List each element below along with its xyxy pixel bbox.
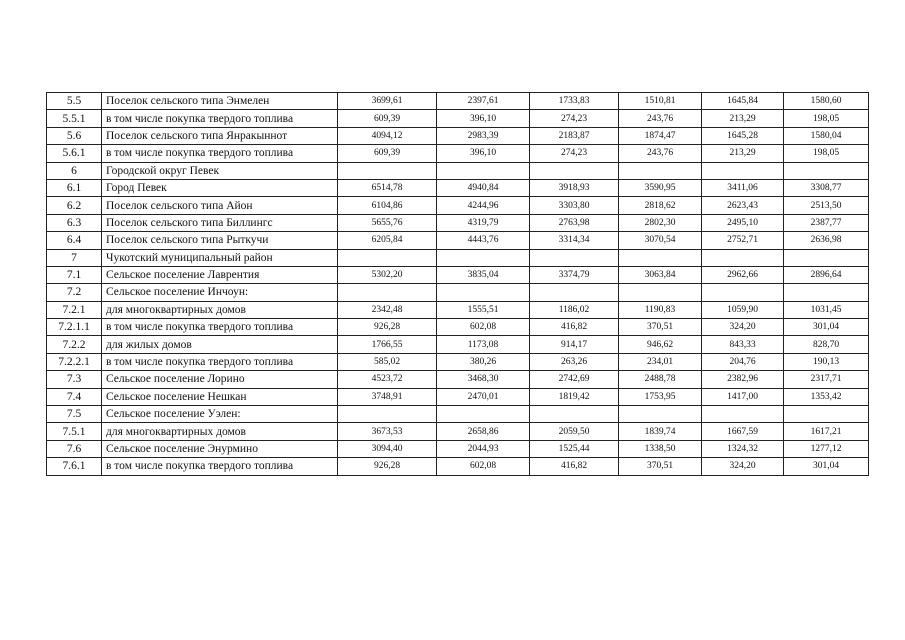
value-cell bbox=[619, 249, 702, 266]
value-cell: 2962,66 bbox=[702, 266, 784, 283]
value-cell bbox=[530, 162, 619, 179]
value-cell: 3070,54 bbox=[619, 232, 702, 249]
value-cell: 2183,87 bbox=[530, 127, 619, 144]
value-cell bbox=[784, 249, 869, 266]
value-cell bbox=[530, 284, 619, 301]
value-cell: 1173,08 bbox=[437, 336, 530, 353]
table-row bbox=[47, 110, 869, 127]
value-cell: 2658,86 bbox=[437, 423, 530, 440]
value-cell: 3303,80 bbox=[530, 197, 619, 214]
value-cell: 3748,91 bbox=[338, 388, 437, 405]
table-row bbox=[47, 162, 869, 179]
table-row bbox=[47, 301, 869, 318]
value-cell bbox=[702, 249, 784, 266]
value-cell: 234,01 bbox=[619, 353, 702, 370]
table-row bbox=[47, 336, 869, 353]
settlement-name-cell: Поселок сельского типа Айон bbox=[102, 197, 338, 214]
value-cell: 2742,69 bbox=[530, 371, 619, 388]
value-cell: 3673,53 bbox=[338, 423, 437, 440]
settlement-name-cell: Сельское поселение Уэлен: bbox=[102, 406, 338, 423]
value-cell: 2044,93 bbox=[437, 440, 530, 457]
value-cell: 1839,74 bbox=[619, 423, 702, 440]
value-cell: 2470,01 bbox=[437, 388, 530, 405]
value-cell: 263,26 bbox=[530, 353, 619, 370]
value-cell: 1324,32 bbox=[702, 440, 784, 457]
value-cell bbox=[702, 162, 784, 179]
value-cell bbox=[702, 406, 784, 423]
value-cell: 2983,39 bbox=[437, 127, 530, 144]
value-cell: 1580,04 bbox=[784, 127, 869, 144]
value-cell: 1645,28 bbox=[702, 127, 784, 144]
row-number-cell: 6.2 bbox=[47, 197, 102, 214]
value-cell: 1766,55 bbox=[338, 336, 437, 353]
value-cell: 1510,81 bbox=[619, 93, 702, 110]
row-number-cell: 7.6.1 bbox=[47, 458, 102, 475]
row-number-cell: 7.2.2.1 bbox=[47, 353, 102, 370]
value-cell: 324,20 bbox=[702, 319, 784, 336]
value-cell: 190,13 bbox=[784, 353, 869, 370]
value-cell: 926,28 bbox=[338, 458, 437, 475]
settlement-name-cell: Поселок сельского типа Янракыннот bbox=[102, 127, 338, 144]
row-number-cell: 6.4 bbox=[47, 232, 102, 249]
value-cell: 4319,79 bbox=[437, 214, 530, 231]
value-cell: 301,04 bbox=[784, 458, 869, 475]
value-cell: 3374,79 bbox=[530, 266, 619, 283]
value-cell bbox=[619, 406, 702, 423]
value-cell: 370,51 bbox=[619, 319, 702, 336]
table-row bbox=[47, 93, 869, 110]
settlement-name-cell: в том числе покупка твердого топлива bbox=[102, 319, 338, 336]
table-row bbox=[47, 423, 869, 440]
value-cell: 4940,84 bbox=[437, 179, 530, 196]
table-row bbox=[47, 388, 869, 405]
value-cell bbox=[784, 406, 869, 423]
value-cell bbox=[784, 162, 869, 179]
table-row bbox=[47, 371, 869, 388]
tariff-table bbox=[46, 92, 869, 476]
value-cell: 1667,59 bbox=[702, 423, 784, 440]
value-cell: 2763,98 bbox=[530, 214, 619, 231]
value-cell: 3308,77 bbox=[784, 179, 869, 196]
value-cell: 1031,45 bbox=[784, 301, 869, 318]
value-cell bbox=[437, 162, 530, 179]
value-cell: 1525,44 bbox=[530, 440, 619, 457]
value-cell: 1874,47 bbox=[619, 127, 702, 144]
settlement-name-cell: Город Певек bbox=[102, 179, 338, 196]
value-cell: 2397,61 bbox=[437, 93, 530, 110]
row-number-cell: 7.2 bbox=[47, 284, 102, 301]
settlement-name-cell: для жилых домов bbox=[102, 336, 338, 353]
value-cell: 1580,60 bbox=[784, 93, 869, 110]
settlement-name-cell: для многоквартирных домов bbox=[102, 301, 338, 318]
value-cell: 926,28 bbox=[338, 319, 437, 336]
settlement-name-cell: в том числе покупка твердого топлива bbox=[102, 458, 338, 475]
value-cell bbox=[437, 284, 530, 301]
value-cell: 946,62 bbox=[619, 336, 702, 353]
settlement-name-cell: Городской округ Певек bbox=[102, 162, 338, 179]
row-number-cell: 7.2.1.1 bbox=[47, 319, 102, 336]
value-cell: 1555,51 bbox=[437, 301, 530, 318]
table-row bbox=[47, 440, 869, 457]
settlement-name-cell: Поселок сельского типа Биллингс bbox=[102, 214, 338, 231]
value-cell: 3918,93 bbox=[530, 179, 619, 196]
value-cell: 2495,10 bbox=[702, 214, 784, 231]
row-number-cell: 7.5.1 bbox=[47, 423, 102, 440]
row-number-cell: 7.2.2 bbox=[47, 336, 102, 353]
value-cell: 198,05 bbox=[784, 110, 869, 127]
table-row bbox=[47, 353, 869, 370]
value-cell bbox=[338, 249, 437, 266]
row-number-cell: 5.5 bbox=[47, 93, 102, 110]
value-cell: 243,76 bbox=[619, 145, 702, 162]
table-row bbox=[47, 145, 869, 162]
value-cell: 5302,20 bbox=[338, 266, 437, 283]
value-cell: 6514,78 bbox=[338, 179, 437, 196]
row-number-cell: 6.3 bbox=[47, 214, 102, 231]
value-cell: 274,23 bbox=[530, 110, 619, 127]
settlement-name-cell: для многоквартирных домов bbox=[102, 423, 338, 440]
value-cell: 2752,71 bbox=[702, 232, 784, 249]
table-row bbox=[47, 249, 869, 266]
value-cell: 3411,06 bbox=[702, 179, 784, 196]
value-cell: 416,82 bbox=[530, 319, 619, 336]
table-row bbox=[47, 127, 869, 144]
value-cell: 2513,50 bbox=[784, 197, 869, 214]
value-cell: 2896,64 bbox=[784, 266, 869, 283]
value-cell: 2802,30 bbox=[619, 214, 702, 231]
value-cell: 3590,95 bbox=[619, 179, 702, 196]
row-number-cell: 7.2.1 bbox=[47, 301, 102, 318]
row-number-cell: 7.5 bbox=[47, 406, 102, 423]
value-cell: 609,39 bbox=[338, 145, 437, 162]
value-cell: 5655,76 bbox=[338, 214, 437, 231]
value-cell bbox=[530, 406, 619, 423]
row-number-cell: 6.1 bbox=[47, 179, 102, 196]
value-cell bbox=[338, 284, 437, 301]
settlement-name-cell: Сельское поселение Лорино bbox=[102, 371, 338, 388]
value-cell: 4244,96 bbox=[437, 197, 530, 214]
value-cell: 324,20 bbox=[702, 458, 784, 475]
value-cell bbox=[530, 249, 619, 266]
value-cell: 602,08 bbox=[437, 319, 530, 336]
table-body bbox=[47, 93, 869, 476]
value-cell: 1059,90 bbox=[702, 301, 784, 318]
value-cell: 1753,95 bbox=[619, 388, 702, 405]
value-cell: 6205,84 bbox=[338, 232, 437, 249]
value-cell: 1186,02 bbox=[530, 301, 619, 318]
value-cell: 914,17 bbox=[530, 336, 619, 353]
value-cell: 2387,77 bbox=[784, 214, 869, 231]
value-cell: 416,82 bbox=[530, 458, 619, 475]
row-number-cell: 5.6.1 bbox=[47, 145, 102, 162]
value-cell bbox=[437, 249, 530, 266]
value-cell: 2488,78 bbox=[619, 371, 702, 388]
row-number-cell: 7.3 bbox=[47, 371, 102, 388]
value-cell: 243,76 bbox=[619, 110, 702, 127]
value-cell: 2382,96 bbox=[702, 371, 784, 388]
value-cell bbox=[702, 284, 784, 301]
value-cell: 3063,84 bbox=[619, 266, 702, 283]
value-cell bbox=[619, 162, 702, 179]
settlement-name-cell: Сельское поселение Лаврентия bbox=[102, 266, 338, 283]
value-cell: 2636,98 bbox=[784, 232, 869, 249]
settlement-name-cell: Сельское поселение Нешкан bbox=[102, 388, 338, 405]
table-row bbox=[47, 214, 869, 231]
value-cell: 370,51 bbox=[619, 458, 702, 475]
value-cell: 1645,84 bbox=[702, 93, 784, 110]
settlement-name-cell: в том числе покупка твердого топлива bbox=[102, 353, 338, 370]
row-number-cell: 5.5.1 bbox=[47, 110, 102, 127]
value-cell: 1277,12 bbox=[784, 440, 869, 457]
value-cell: 1733,83 bbox=[530, 93, 619, 110]
value-cell: 609,39 bbox=[338, 110, 437, 127]
value-cell: 2059,50 bbox=[530, 423, 619, 440]
value-cell: 213,29 bbox=[702, 145, 784, 162]
row-number-cell: 5.6 bbox=[47, 127, 102, 144]
value-cell: 828,70 bbox=[784, 336, 869, 353]
table-row bbox=[47, 406, 869, 423]
settlement-name-cell: Поселок сельского типа Энмелен bbox=[102, 93, 338, 110]
value-cell: 3314,34 bbox=[530, 232, 619, 249]
settlement-name-cell: в том числе покупка твердого топлива bbox=[102, 145, 338, 162]
value-cell bbox=[784, 284, 869, 301]
value-cell: 1417,00 bbox=[702, 388, 784, 405]
value-cell: 602,08 bbox=[437, 458, 530, 475]
value-cell: 380,26 bbox=[437, 353, 530, 370]
value-cell bbox=[338, 406, 437, 423]
value-cell: 2623,43 bbox=[702, 197, 784, 214]
table-row bbox=[47, 197, 869, 214]
table-row bbox=[47, 232, 869, 249]
value-cell: 274,23 bbox=[530, 145, 619, 162]
settlement-name-cell: Сельское поселение Энурмино bbox=[102, 440, 338, 457]
value-cell: 2342,48 bbox=[338, 301, 437, 318]
value-cell: 396,10 bbox=[437, 110, 530, 127]
row-number-cell: 7.4 bbox=[47, 388, 102, 405]
value-cell: 204,76 bbox=[702, 353, 784, 370]
row-number-cell: 7 bbox=[47, 249, 102, 266]
table-row bbox=[47, 179, 869, 196]
value-cell: 1353,42 bbox=[784, 388, 869, 405]
value-cell: 1617,21 bbox=[784, 423, 869, 440]
row-number-cell: 6 bbox=[47, 162, 102, 179]
value-cell: 4443,76 bbox=[437, 232, 530, 249]
value-cell: 213,29 bbox=[702, 110, 784, 127]
settlement-name-cell: Сельское поселение Инчоун: bbox=[102, 284, 338, 301]
value-cell bbox=[437, 406, 530, 423]
value-cell: 6104,86 bbox=[338, 197, 437, 214]
row-number-cell: 7.1 bbox=[47, 266, 102, 283]
settlement-name-cell: в том числе покупка твердого топлива bbox=[102, 110, 338, 127]
value-cell bbox=[338, 162, 437, 179]
value-cell bbox=[619, 284, 702, 301]
value-cell: 4523,72 bbox=[338, 371, 437, 388]
value-cell: 843,33 bbox=[702, 336, 784, 353]
table-row bbox=[47, 458, 869, 475]
value-cell: 4094,12 bbox=[338, 127, 437, 144]
value-cell: 1819,42 bbox=[530, 388, 619, 405]
value-cell: 1338,50 bbox=[619, 440, 702, 457]
table-row bbox=[47, 266, 869, 283]
value-cell: 3835,04 bbox=[437, 266, 530, 283]
settlement-name-cell: Чукотский муниципальный район bbox=[102, 249, 338, 266]
value-cell: 3468,30 bbox=[437, 371, 530, 388]
value-cell: 3699,61 bbox=[338, 93, 437, 110]
value-cell: 2818,62 bbox=[619, 197, 702, 214]
table-row bbox=[47, 284, 869, 301]
value-cell: 1190,83 bbox=[619, 301, 702, 318]
value-cell: 198,05 bbox=[784, 145, 869, 162]
settlement-name-cell: Поселок сельского типа Рыткучи bbox=[102, 232, 338, 249]
table-row bbox=[47, 319, 869, 336]
row-number-cell: 7.6 bbox=[47, 440, 102, 457]
value-cell: 585,02 bbox=[338, 353, 437, 370]
value-cell: 3094,40 bbox=[338, 440, 437, 457]
value-cell: 396,10 bbox=[437, 145, 530, 162]
value-cell: 301,04 bbox=[784, 319, 869, 336]
value-cell: 2317,71 bbox=[784, 371, 869, 388]
